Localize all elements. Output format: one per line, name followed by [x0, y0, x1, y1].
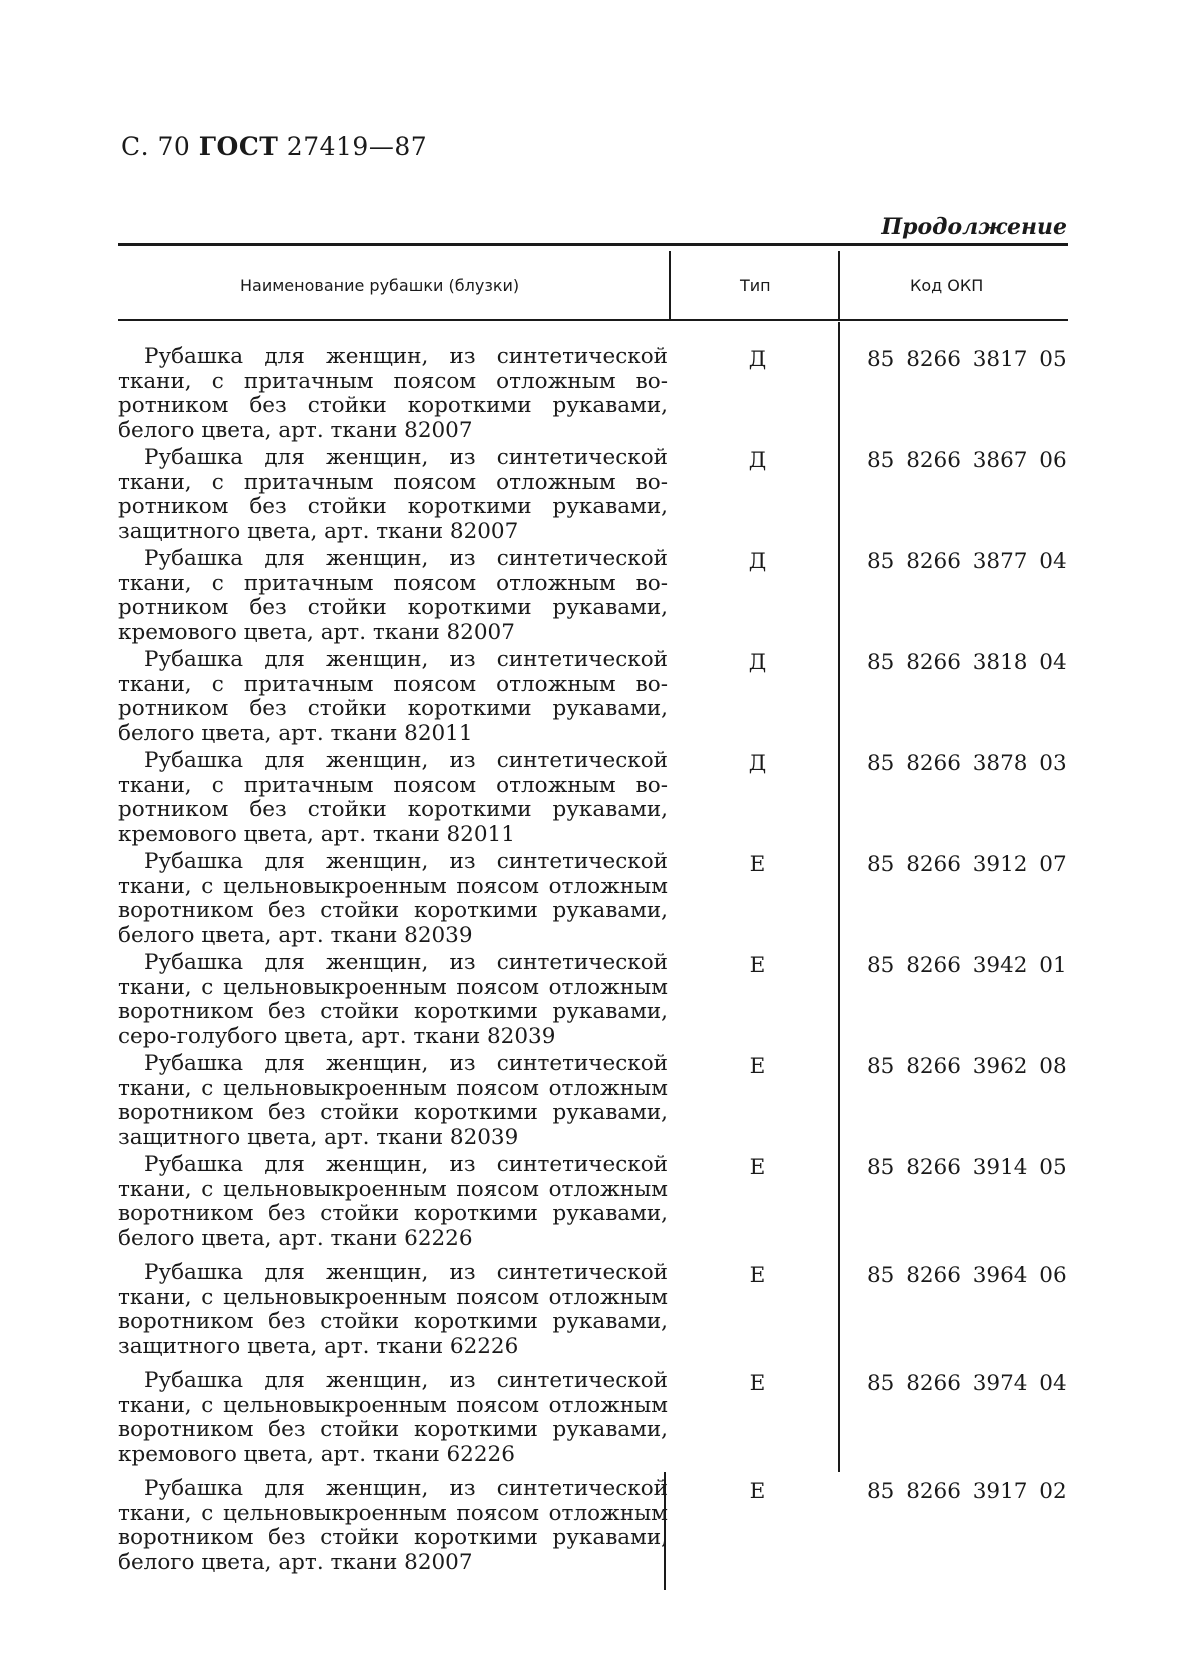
shirt-name-line: защитного цвета, арт. ткани 82007 — [118, 518, 519, 544]
column-divider-1 — [669, 251, 671, 319]
shirt-name-line: ткани, с притачным поясом отложным во- — [118, 368, 668, 394]
table-row — [118, 345, 1078, 443]
shirt-name-line: Рубашка для женщин, из синтетической — [144, 1152, 668, 1177]
shirt-name-line: Рубашка для женщин, из синтетической — [144, 849, 668, 874]
table-row — [118, 1261, 1078, 1359]
shirt-name — [118, 446, 668, 544]
standard-label: ГОСТ — [198, 132, 279, 161]
shirt-name-line: ткани, с цельновыкроенным поясом отложным — [118, 974, 668, 1000]
column-header-name: Наименование рубашки (блузки) — [240, 276, 520, 295]
shirt-name-line: ткани, с притачным поясом отложным во- — [118, 772, 668, 798]
okp-code: 85 8266 3877 04 — [867, 549, 1067, 574]
okp-code: 85 8266 3867 06 — [867, 448, 1067, 473]
table-row — [118, 547, 1078, 645]
shirt-name — [118, 345, 668, 443]
okp-code: 85 8266 3974 04 — [867, 1371, 1067, 1396]
table-row — [118, 648, 1078, 746]
shirt-name-line: защитного цвета, арт. ткани 82039 — [118, 1124, 519, 1150]
shirt-name — [118, 1052, 668, 1150]
shirt-name-line: Рубашка для женщин, из синтетической — [144, 1051, 668, 1076]
shirt-type: Е — [749, 852, 766, 877]
continuation-label: Продолжение — [881, 214, 1067, 240]
shirt-name-line: Рубашка для женщин, из синтетической — [144, 950, 668, 975]
okp-code: 85 8266 3818 04 — [867, 650, 1067, 675]
shirt-name-line: ткани, с цельновыкроенным поясом отложным — [118, 873, 668, 899]
table-row — [118, 749, 1078, 847]
shirt-name-line: ткани, с цельновыкроенным поясом отложным — [118, 1500, 668, 1526]
shirt-name-line: белого цвета, арт. ткани 82011 — [118, 720, 473, 746]
table-row — [118, 1153, 1078, 1251]
shirt-name-line: воротником без стойки короткими рукавами, — [118, 1525, 668, 1550]
shirt-name-line: Рубашка для женщин, из синтетической — [144, 1260, 668, 1285]
okp-code: 85 8266 3912 07 — [867, 852, 1067, 877]
shirt-name-line: Рубашка для женщин, из синтетической — [144, 647, 668, 672]
table-row — [118, 951, 1078, 1049]
shirt-name-line: воротником без стойки короткими рукавами, — [118, 1417, 668, 1442]
shirt-name-line: воротником без стойки короткими рукавами, — [118, 999, 668, 1024]
shirt-name-line: ткани, с притачным поясом отложным во- — [118, 570, 668, 596]
shirt-type: Е — [749, 1479, 766, 1504]
shirt-name-line: ротником без стойки короткими рукавами, — [118, 393, 668, 418]
shirt-name-line: ткани, с цельновыкроенным поясом отложным — [118, 1075, 668, 1101]
shirt-name-line: кремового цвета, арт. ткани 82011 — [118, 821, 515, 847]
okp-code: 85 8266 3817 05 — [867, 347, 1067, 372]
shirt-name-line: ротником без стойки короткими рукавами, — [118, 696, 668, 721]
table-row — [118, 850, 1078, 948]
shirt-name-line: ротником без стойки короткими рукавами, — [118, 494, 668, 519]
shirt-name-line: воротником без стойки короткими рукавами, — [118, 1100, 668, 1125]
shirt-name — [118, 951, 668, 1049]
shirt-name-line: кремового цвета, арт. ткани 62226 — [118, 1441, 515, 1467]
shirt-type: Д — [748, 751, 767, 776]
okp-code: 85 8266 3964 06 — [867, 1263, 1067, 1288]
table-row — [118, 1477, 1078, 1575]
okp-code: 85 8266 3917 02 — [867, 1479, 1067, 1504]
table-row — [118, 1369, 1078, 1467]
shirt-name-line: ткани, с цельновыкроенным поясом отложным — [118, 1176, 668, 1202]
shirt-name-line: Рубашка для женщин, из синтетической — [144, 344, 668, 369]
shirt-name-line: ткани, с цельновыкроенным поясом отложным — [118, 1284, 668, 1310]
shirt-type: Е — [749, 1263, 766, 1288]
shirt-name-line: серо-голубого цвета, арт. ткани 82039 — [118, 1023, 556, 1049]
shirt-name-line: белого цвета, арт. ткани 62226 — [118, 1225, 473, 1251]
shirt-type: Д — [748, 549, 767, 574]
shirt-name-line: Рубашка для женщин, из синтетической — [144, 748, 668, 773]
okp-code: 85 8266 3914 05 — [867, 1155, 1067, 1180]
table-top-rule — [118, 243, 1068, 246]
table-row — [118, 1052, 1078, 1150]
shirt-name-line: белого цвета, арт. ткани 82039 — [118, 922, 473, 948]
page-header — [121, 132, 427, 161]
column-divider-2 — [838, 251, 840, 319]
okp-code: 85 8266 3878 03 — [867, 751, 1067, 776]
shirt-type: Д — [748, 650, 767, 675]
shirt-type: Д — [748, 347, 767, 372]
shirt-name-line: ротником без стойки короткими рукавами, — [118, 797, 668, 822]
shirt-name — [118, 648, 668, 746]
header-bottom-rule — [118, 319, 1068, 321]
column-header-code: Код ОКП — [910, 276, 984, 295]
shirt-name-line: Рубашка для женщин, из синтетической — [144, 1368, 668, 1393]
standard-number: 27419—87 — [286, 132, 428, 161]
shirt-name-line: воротником без стойки короткими рукавами, — [118, 898, 668, 923]
shirt-name-line: Рубашка для женщин, из синтетической — [144, 546, 668, 571]
okp-code: 85 8266 3962 08 — [867, 1054, 1067, 1079]
shirt-name-line: Рубашка для женщин, из синтетической — [144, 1476, 668, 1501]
column-header-type: Тип — [740, 276, 771, 295]
shirt-name-line: белого цвета, арт. ткани 82007 — [118, 417, 473, 443]
shirt-name — [118, 1153, 668, 1251]
shirt-type: Е — [749, 1155, 766, 1180]
shirt-name-line: Рубашка для женщин, из синтетической — [144, 445, 668, 470]
table-row — [118, 446, 1078, 544]
shirt-type: Е — [749, 953, 766, 978]
shirt-type: Е — [749, 1371, 766, 1396]
shirt-name-line: белого цвета, арт. ткани 82007 — [118, 1549, 473, 1575]
page-number: С. 70 — [121, 132, 191, 161]
table-body — [118, 345, 1078, 1578]
shirt-name-line: ткани, с притачным поясом отложным во- — [118, 469, 668, 495]
shirt-name-line: ротником без стойки короткими рукавами, — [118, 595, 668, 620]
shirt-type: Д — [748, 448, 767, 473]
shirt-name-line: воротником без стойки короткими рукавами, — [118, 1201, 668, 1226]
okp-code: 85 8266 3942 01 — [867, 953, 1067, 978]
shirt-name-line: воротником без стойки короткими рукавами, — [118, 1309, 668, 1334]
shirt-name — [118, 850, 668, 948]
shirt-name — [118, 1369, 668, 1467]
shirt-name — [118, 547, 668, 645]
shirt-name-line: ткани, с цельновыкроенным поясом отложным — [118, 1392, 668, 1418]
shirt-name-line: ткани, с притачным поясом отложным во- — [118, 671, 668, 697]
shirt-name-line: кремового цвета, арт. ткани 82007 — [118, 619, 515, 645]
shirt-name — [118, 1261, 668, 1359]
shirt-name — [118, 749, 668, 847]
shirt-name — [118, 1477, 668, 1575]
shirt-type: Е — [749, 1054, 766, 1079]
shirt-name-line: защитного цвета, арт. ткани 62226 — [118, 1333, 519, 1359]
